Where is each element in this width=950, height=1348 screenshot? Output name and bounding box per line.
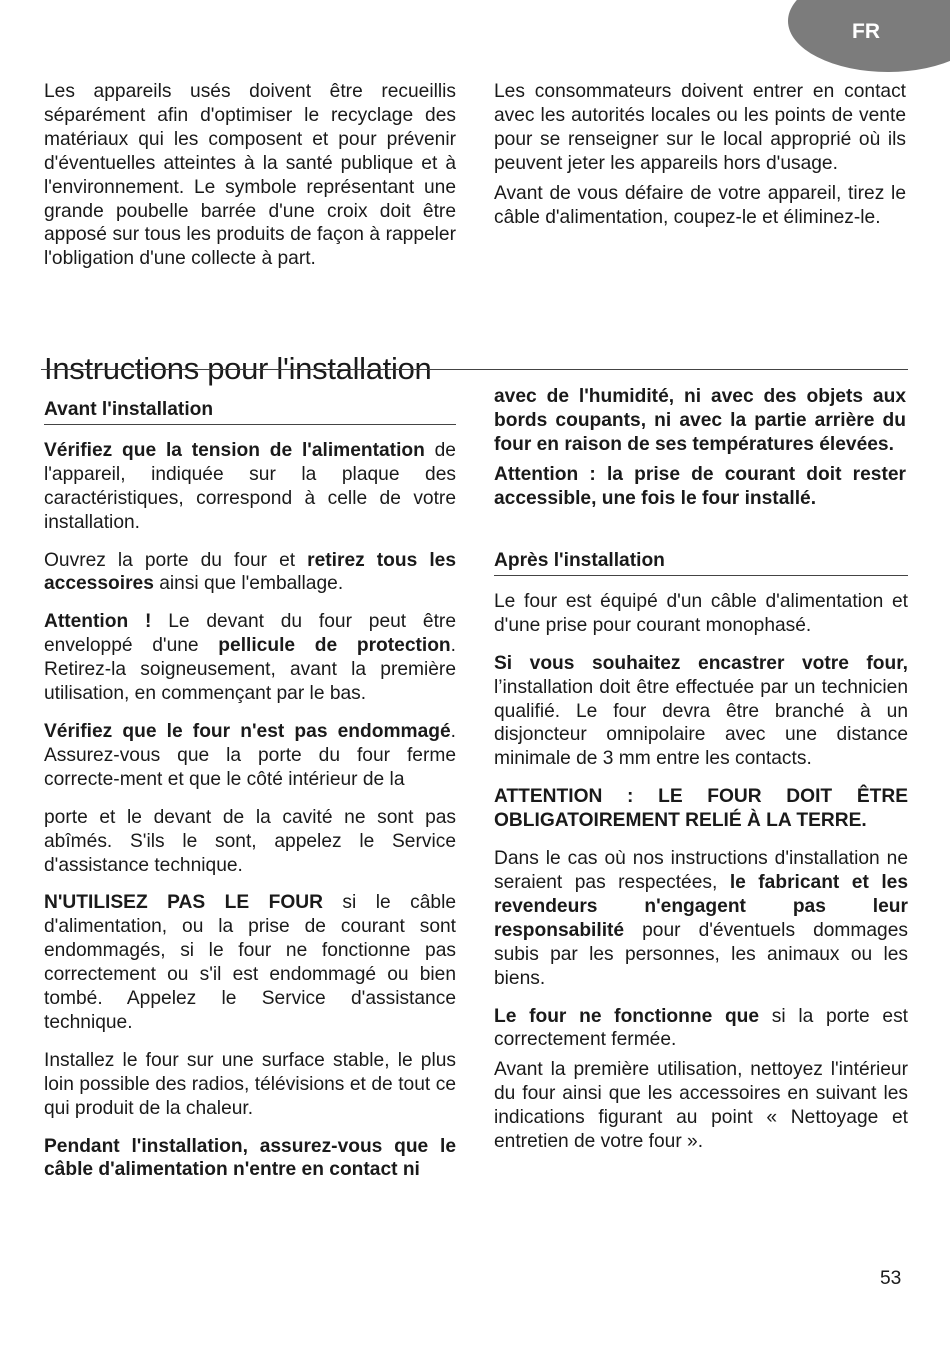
accessories-paragraph [44, 549, 456, 597]
before-installation-continued [494, 385, 906, 511]
cable-contact-continued [494, 385, 906, 457]
socket-accessible-bold: Attention : la prise de courant doit rester accessible, une fois le four installé. [494, 463, 906, 509]
damage-check-paragraph [44, 720, 456, 792]
earthing-warning [494, 785, 908, 833]
intro-cable-paragraph: Avant de vous défaire de votre appareil, tirez le câble d'alimentation, coupez-le et éliminez-le. [494, 182, 906, 228]
protective-film-bold: pellicule de protection [218, 635, 451, 657]
built-in-bold: Si vous souhaitez encastrer votre four, [494, 652, 908, 674]
built-in-text: l’installation doit être effectuée par un technicien qualifié. Le four devra être branché à un disjoncteur omnipolaire avec une distance minimale de 3 mm entre les contacts. [494, 676, 908, 770]
intro-left-column [44, 80, 456, 271]
voltage-text: de l'appareil, indiquée sur la plaque des caractéristiques, correspond à celle de votre installation. [44, 439, 456, 533]
protective-film-paragraph [44, 610, 456, 706]
damage-check-bold: Vérifiez que le four n'est pas endommagé [44, 720, 451, 742]
voltage-bold: Vérifiez que la tension de l'alimentation [44, 439, 425, 461]
liability-bold: le fabricant et les revendeurs n'engagent pas leur responsabilité [494, 871, 908, 941]
language-label: FR [852, 20, 880, 43]
cable-contact-continued-bold: avec de l'humidité, ni avec des objets aux bords coupants, ni avec la partie arrière du four en raison de ses températures élevées. [494, 386, 906, 455]
intro-recycling-paragraph: Les appareils usés doivent être recueillis séparément afin d'optimiser le recyclage des matériaux qui les composent et pour prévenir d'éventuelles atteintes à la santé publique et à l'environnement. Le symbole représentant une grande poubelle barrée d'une croix doit être apposé sur tous les produits de façon à rappeler l'obligation d'une collecte à part. [44, 81, 456, 270]
do-not-use-bold: N'UTILISEZ PAS LE FOUR [44, 892, 323, 914]
power-cable-paragraph: Le four est équipé d'un câble d'alimentation et d'une prise pour courant monophasé. [494, 590, 908, 636]
protective-film-text-end: . Retirez-la soigneusement, avant la première utilisation, en commençant par le bas. [44, 635, 456, 705]
damage-check-text: . Assurez-vous que la porte du four ferme correcte-ment et que le côté intérieur de la [44, 720, 456, 790]
cable-contact-paragraph [44, 1135, 456, 1183]
earthing-warning-bold: ATTENTION : LE FOUR DOIT ÊTRE OBLIGATOIREMENT RELIÉ À LA TERRE. [494, 786, 908, 832]
built-in-paragraph [494, 652, 908, 772]
accessories-text-start: Ouvrez la porte du four et [44, 549, 308, 571]
socket-accessible-paragraph [494, 463, 906, 511]
intro-right-column [494, 80, 906, 229]
liability-text-end: pour d'éventuels dommages subis par les personnes, les animaux ou les biens. [494, 919, 908, 989]
attention-bold: Attention ! [44, 611, 152, 633]
cable-contact-bold: Pendant l'installation, assurez-vous que le câble d'alimentation n'entre en contact ni [44, 1135, 456, 1181]
protective-film-text: Le devant du four peut être enveloppé d'une [44, 611, 456, 657]
intro-consumers-paragraph: Les consommateurs doivent entrer en contact avec les autorités locales ou les points de vente pour se renseigner sur le local approprié où ils peuvent jeter les appareils hors d'usage. [494, 81, 906, 174]
accessories-bold: retirez tous les accessoires [44, 549, 456, 595]
title-divider [41, 369, 908, 370]
section-title: Instructions pour l'installation [44, 350, 432, 386]
door-closed-bold: Le four ne fonctionne que [494, 1005, 760, 1027]
liability-paragraph [494, 847, 908, 990]
door-closed-text: si la porte est correctement fermée. [494, 1005, 908, 1051]
page-number: 53 [880, 1268, 902, 1289]
liability-text-start: Dans le cas où nos instructions d'installation ne seraient pas respectées, [494, 848, 908, 893]
voltage-paragraph [44, 439, 456, 535]
after-installation-column [494, 549, 908, 1154]
door-cavity-paragraph: porte et le devant de la cavité ne sont pas abîmés. S'ils le sont, appelez le Service d'assistance technique. [44, 806, 456, 876]
before-installation-column [44, 398, 456, 1182]
accessories-text-end: ainsi que l'emballage. [153, 573, 344, 595]
first-use-cleaning-paragraph: Avant la première utilisation, nettoyez l'intérieur du four ainsi que les accessoires en suivant les indications figurant au point « Nettoyage et entretien de votre four ». [494, 1059, 908, 1153]
before-installation-heading: Avant l'installation [44, 398, 456, 425]
stable-surface-paragraph: Installez le four sur une surface stable, le plus loin possible des radios, télévisions et de tout ce qui produit de la chaleur. [44, 1049, 456, 1119]
do-not-use-paragraph [44, 891, 456, 1034]
door-closed-paragraph [494, 1005, 908, 1053]
after-installation-heading: Après l'installation [494, 549, 908, 576]
do-not-use-text: si le câble d'alimentation, ou la prise de courant sont endommagés, si le four ne fonctionne pas correctement ou s'il est endommagé ou bien tombé. Appelez le Service d'assistance technique. [44, 892, 456, 1033]
